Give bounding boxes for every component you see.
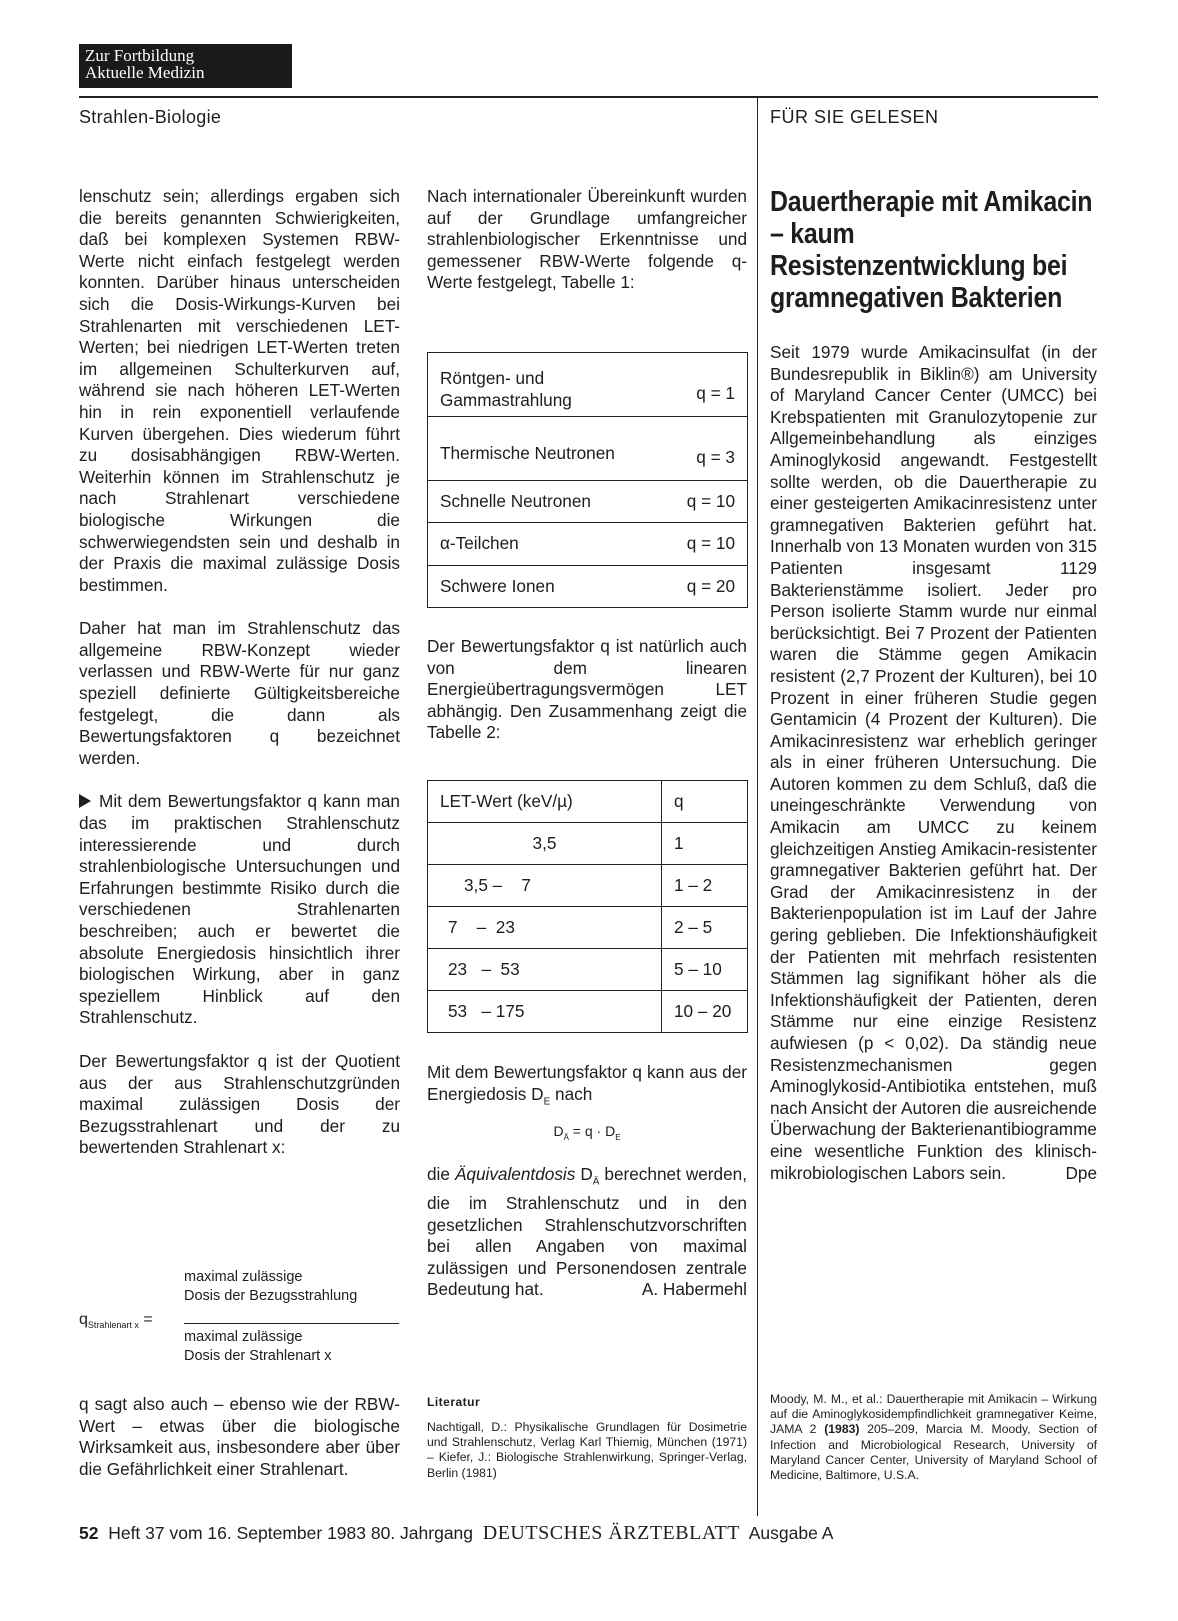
table1-label: α-Teilchen: [428, 523, 675, 566]
table1-q: q = 20: [675, 566, 748, 608]
literature-title: Literatur: [427, 1395, 481, 1409]
col1-paragraph-1: lenschutz sein; allerdings ergaben sich die bereits genannten Schwierigkeiten, daß bei komplexen Systemen RBW-Werte nicht einfach festgelegt werden konnten. Darüber hinaus unterscheiden sich die Dosis-Wirkungs-Kurven bei Strahlenarten mit verschiedenen LET-Werten; bei niedrigen LET-Werten treten im allgemeinen Schulterkurven auf, während sie nach höheren LET-Werten hin in rein exponentiell verlaufende Kurven übergehen. Dies wiederum führt zu dosisabhängigen RBW-Werten. Weiterhin können im Strahlenschutz je nach Strahlenart verschiedene biologische Wirkungen die schwerwiegendsten sein und deshalb in der Praxis die maximal zulässige Dosis bestimmen.: [79, 186, 400, 595]
table-row: [428, 907, 748, 949]
table1-label: Röntgen- und Gammastrahlung: [428, 353, 675, 417]
table1-label: Schwere Ionen: [428, 566, 675, 608]
table2-q: 1 – 2: [662, 865, 748, 907]
table2-let: 23 – 53: [428, 949, 662, 991]
reference-text: [770, 1392, 1097, 1483]
column-2-middle: [427, 636, 747, 766]
col2-p3-end: nach: [550, 1083, 593, 1104]
top-rule: [79, 96, 1098, 98]
table-row: [428, 865, 748, 907]
table2-q: 10 – 20: [662, 991, 748, 1033]
col2-paragraph-3: [427, 1062, 747, 1113]
rubric-line-2: Aktuelle Medizin: [85, 63, 205, 82]
col2-paragraph-1: Nach internationaler Übereinkunft wurden auf der Grundlage umfangreicher strahlenbiologischer Erkenntnisse und gemessener RBW-Werte folgende q-Werte festgelegt, Tabelle 1:: [427, 186, 747, 293]
col2-paragraph-4: [427, 1164, 747, 1301]
col2-paragraph-2: Der Bewertungsfaktor q ist natürlich auch von dem linearen Energieübertragungsvermögen LET abhängig. Den Zusammenhang zeigt die Tabelle 2:: [427, 636, 747, 743]
table-row: [428, 566, 748, 608]
col1-paragraph-5: q sagt also auch – ebenso wie der RBW-Wert – etwas über die biologische Wirksamkeit aus, insbesondere aber über die Gefährlichkeit einer Strahlenart.: [79, 1394, 400, 1479]
fraction-line: [184, 1323, 399, 1324]
table1-label: Thermische Neutronen: [428, 417, 675, 481]
edition: Ausgabe A: [748, 1523, 834, 1543]
col2-p4-emphasis: Äquivalentdosis: [454, 1164, 576, 1185]
table-row: [428, 481, 748, 523]
column-label: FÜR SIE GELESEN: [770, 107, 939, 127]
ref-year: (1983): [824, 1422, 860, 1437]
table-row: [428, 417, 748, 481]
table-1: [427, 352, 748, 608]
formula-numerator-1: maximal zulässige: [184, 1269, 303, 1285]
triangle-arrow-icon: [79, 794, 91, 808]
author-signature: A. Habermehl: [641, 1279, 747, 1300]
table1-q: q = 10: [675, 523, 748, 566]
page-number: 52: [79, 1523, 99, 1543]
formula-lhs-sub: Strahlenart x: [87, 1320, 139, 1331]
col2-p4-sub: Ä: [592, 1176, 600, 1188]
column-1: [79, 186, 400, 1181]
eq-mid: = q · D: [568, 1122, 616, 1139]
article-headline: Dauertherapie mit Amikacin – kaum Resistenzentwicklung bei gramnegativen Bakterien: [770, 186, 1093, 314]
table2-header-let: LET-Wert (keV/µ): [428, 781, 662, 823]
table2-q: 1: [662, 823, 748, 865]
table1-q: q = 10: [675, 481, 748, 523]
eq-sub-1: Ä: [563, 1132, 569, 1142]
column-2-end: [427, 1062, 747, 1323]
table-row: [428, 781, 748, 823]
column-1-end: [79, 1394, 400, 1502]
formula-denominator-2: Dosis der Strahlenart x: [184, 1348, 332, 1364]
column-3: [770, 342, 1097, 1206]
table-row: [428, 991, 748, 1033]
eq-sub-2: E: [615, 1132, 621, 1142]
formula-lhs-q: q: [79, 1311, 88, 1328]
formula-lhs: $q_{Strahlenart x}$ =: [79, 1311, 153, 1331]
table2-let: 3,5 – 7: [428, 865, 662, 907]
column-divider: [757, 96, 758, 1516]
ref-part-c: 205–209, Marcia M. Moody, Section of Infection and Microbiological Research, University of Maryland Cancer Center, University of Maryland School of Medicine, Baltimore, U.S.A.: [770, 1422, 1097, 1483]
page-footer: [79, 1522, 833, 1545]
col1-paragraph-4: Der Bewertungsfaktor q ist der Quotient aus der aus Strahlenschutzgründen maximal zulässigen Dosis der Bezugsstrahlenart und der zu bewertenden Strahlenart x:: [79, 1050, 400, 1158]
col2-p4-c: berechnet werden, die im Strahlenschutz und in den gesetzlichen Strahlenschutzvorschriften bei allen Angaben von maximal zulässigen und Personendosen zentrale Bedeutung hat.: [427, 1164, 747, 1300]
table1-q: q = 3: [675, 417, 748, 481]
table2-q: 5 – 10: [662, 949, 748, 991]
table-2: [427, 780, 748, 1033]
formula-numerator-2: Dosis der Bezugsstrahlung: [184, 1288, 358, 1304]
table2-let: 7 – 23: [428, 907, 662, 949]
rubric-line-1: Zur Fortbildung: [85, 46, 195, 65]
col3-body: [770, 342, 1097, 1184]
col1-paragraph-3: [79, 791, 400, 1029]
equivalent-dose-equation: [427, 1121, 747, 1148]
table2-header-q: q: [662, 781, 748, 823]
table-row: [428, 353, 748, 417]
table-row: [428, 823, 748, 865]
table-row: [428, 949, 748, 991]
col2-p4-a: die: [427, 1164, 455, 1185]
issue-info: Heft 37 vom 16. September 1983 80. Jahrgang: [108, 1523, 474, 1543]
col2-p3-text: Mit dem Bewertungsfaktor q kann aus der Energiedosis D: [427, 1062, 747, 1104]
literature-text: Nachtigall, D.: Physikalische Grundlagen für Dosimetrie und Strahlenschutz, Verlag Karl Thiemig, München (1971) – Kiefer, J.: Biologische Strahlenwirkung, Springer-Verlag, Berlin (1981): [427, 1420, 747, 1480]
table1-label: Schnelle Neutronen: [428, 481, 675, 523]
table2-q: 2 – 5: [662, 907, 748, 949]
col2-p3-sub: E: [543, 1096, 551, 1108]
col3-body-text: Seit 1979 wurde Amikacinsulfat (in der Bundesrepublik in Biklin®) am University of Maryland Cancer Center (UMCC) bei Krebspatienten mit Granulozytopenie zur Allgemeinbehandlung als einziges Aminoglykosid angewandt. Festgestellt sollte werden, ob die Dauertherapie zu einer gesteigerten Amikacinresistenz unter gramnegativen Bakterien geführt hat. Innerhalb von 13 Monaten wurden von 315 Patienten insgesamt 1129 Bakterienstämme isoliert. Jeder pro Person isolierte Stamm wurde nur einmal berücksichtigt. Bei 7 Prozent der Patienten waren die Stämme gegen Amikacin resistent (2,7 Prozent der Kulturen), bei 10 Prozent in einer früheren Studie gegen Gentamicin (4 Prozent der Kulturen). Die Amikacinresistenz war erheblich geringer als in einer früheren Untersuchung. Die Autoren kommen zu dem Schluß, daß die uneingeschränkte Verwendung von Amikacin am UMCC zu keinem gleichzeitigen Anstieg Amikacin-resistenter gramnegativer Bakterien geführt hat. Der Grad der Amikacinresistenz in der Bakterienpopulation ist im Lauf der Jahre gering geblieben. Die Infektionshäufigkeit der Patienten mit mehrfach resistenten Stämmen lag signifikant höher als die Infektionshäufigkeit der Patienten, deren Stämme nur eine einzige Resistenz aufwiesen (p < 0,02). Da ständig neue Resistenzmechanismen gegen Aminoglykosid-Antibiotika entstehen, muß nach Ansicht der Autoren die ausreichende Überwachung der Bakterienantibiogramme eine wesentliche Funktion des klinisch-mikrobiologischen Labors sein.: [770, 342, 1097, 1183]
col2-p4-b: D: [575, 1164, 593, 1185]
table1-q: q = 1: [675, 353, 748, 417]
section-title: Strahlen-Biologie: [79, 107, 222, 127]
table2-let: 3,5: [428, 823, 662, 865]
table-row: [428, 523, 748, 566]
rubric-box: [79, 44, 292, 88]
col3-author: Dpe: [1065, 1162, 1097, 1183]
magazine-name: DEUTSCHES ÄRZTEBLATT: [482, 1522, 740, 1544]
col1-paragraph-3-text: Mit dem Bewertungsfaktor q kann man das im praktischen Strahlenschutz interessierende und durch strahlenbiologische Untersuchungen und Erfahrungen bestimmte Risiko durch die verschiedenen Strahlenarten beschreiben; auch er bewertet die absolute Energiedosis hinsichtlich ihrer biologischen Wirkung, aber in ganz speziellem Hinblick auf den Strahlenschutz.: [79, 791, 400, 1028]
formula-denominator-1: maximal zulässige: [184, 1329, 303, 1345]
col1-paragraph-2: Daher hat man im Strahlenschutz das allgemeine RBW-Konzept wieder verlassen und RBW-Werte für nur ganz speziell definierte Gültigkeitsbereiche festgelegt, die dann als Bewertungsfaktoren q bezeichnet werden.: [79, 618, 400, 768]
table2-let: 53 – 175: [428, 991, 662, 1033]
ref-part-a: Moody, M. M., et al.: Dauertherapie mit Amikacin – Wirkung auf die Aminoglykosidempfindlichkeit gramnegativer Keime, JAMA 2: [770, 1392, 1097, 1437]
column-2-intro: [427, 186, 747, 316]
eq-d: D: [553, 1122, 564, 1139]
